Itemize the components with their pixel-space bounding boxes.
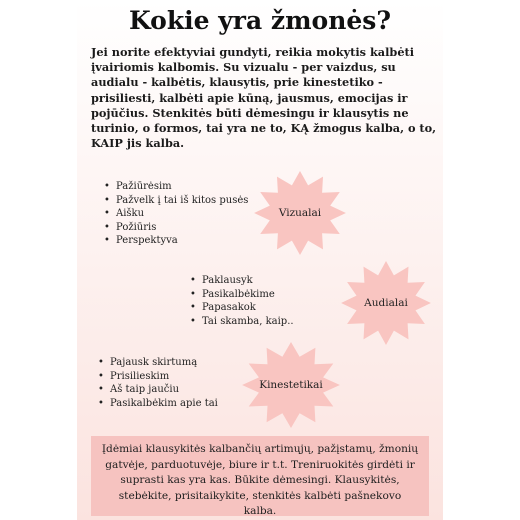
bullet-icon: • <box>98 397 104 409</box>
document-page <box>77 0 443 520</box>
bullet-icon: • <box>104 194 110 206</box>
list-audialai <box>190 274 294 328</box>
burst-vizualai <box>253 170 347 256</box>
list-item: • Požiūris <box>104 221 157 233</box>
list-item: • Paklausyk <box>190 275 253 286</box>
burst-kinestetikai <box>241 341 341 429</box>
bullet-icon: • <box>190 288 196 300</box>
bullet-icon: • <box>190 315 196 327</box>
list-item: • Perspektyva <box>104 235 178 247</box>
list-item: • Papasakok <box>190 302 256 314</box>
list-item: • Pažiūrėsim <box>104 181 172 192</box>
burst-label: Kinestetikai <box>259 379 323 391</box>
list-item: • Prisilieskim <box>98 370 170 382</box>
bullet-icon: • <box>98 370 104 382</box>
list-vizualai <box>104 180 248 248</box>
burst-label: Audialai <box>364 297 408 309</box>
bullet-icon: • <box>104 181 110 192</box>
page-title: Kokie yra žmonės? <box>128 6 391 35</box>
bullet-icon: • <box>98 357 104 368</box>
bullet-icon: • <box>104 221 110 233</box>
list-item: • Pasikalbėkim apie tai <box>98 397 218 409</box>
list-item: • Pasikalbėkime <box>190 288 275 300</box>
list-item: • Pažvelk į tai iš kitos pusės <box>104 194 249 206</box>
callout-text: Įdėmiai klausykitės kalbančių artimųjų, pažįstamų, žmonių gatvėje, parduotuvėje, biure ir t.t. Treniruokitės girdėti ir suprasti kas yra kas. Būkite dėmesingi. Klausykitės, stebėkite, prisitaikykite, stenkitės kalbėti pašnekovo kalba. <box>101 443 419 517</box>
list-item: • Pajausk skirtumą <box>98 357 198 368</box>
bullet-icon: • <box>98 384 104 396</box>
list-item: • Aš taip jaučiu <box>98 384 180 396</box>
intro-paragraph: Jei norite efektyviai gundyti, reikia mokytis kalbėti įvairiomis kalbomis. Su vizualu - per vaizdus, su audialu - kalbėtis, klausytis, prie kinestetiko - prisiliesti, kalbėti apie kūną, jausmus, emocijas ir pojūčius. Stenkitės būti dėmesingu ir klausytis ne turinio, o formos, tai yra ne to, KĄ žmogus kalba, o to, KAIP jis kalba. <box>91 45 437 151</box>
bullet-icon: • <box>104 208 110 220</box>
callout-box <box>91 436 429 516</box>
burst-audialai <box>340 260 432 346</box>
list-kinestetikai <box>98 356 218 410</box>
bullet-icon: • <box>190 302 196 314</box>
list-item: • Tai skamba, kaip.. <box>190 315 294 327</box>
list-item: • Aišku <box>104 208 145 220</box>
burst-label: Vizualai <box>278 207 322 219</box>
bullet-icon: • <box>190 275 196 286</box>
bullet-icon: • <box>104 235 110 247</box>
